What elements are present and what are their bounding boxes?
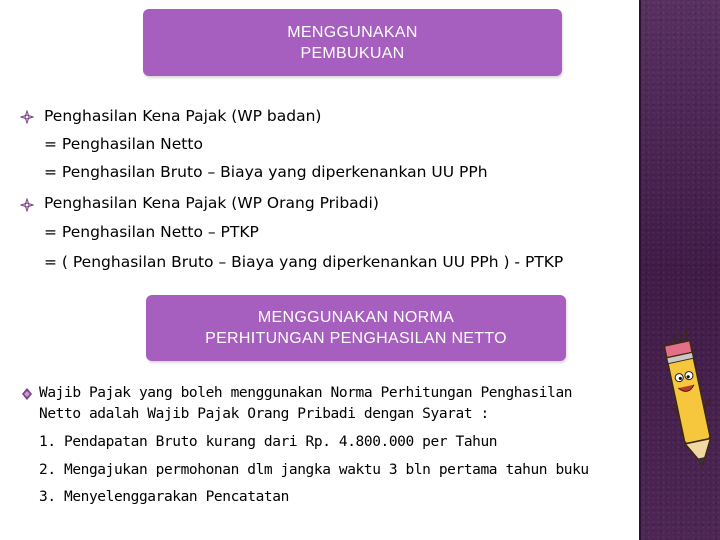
title-line-2: PERHITUNGAN PENGHASILAN NETTO (205, 330, 507, 347)
section1-line-6: = ( Penghasilan Bruto – Biaya yang diperkenankan UU PPh ) - PTKP (44, 253, 564, 271)
section2-bullet-line-1: Wajib Pajak yang boleh menggunakan Norma Perhitungan Penghasilan (39, 385, 573, 401)
section1-line-1: Penghasilan Kena Pajak (WP badan) (44, 107, 322, 125)
section1-line-3: = Penghasilan Bruto – Biaya yang diperkenankan UU PPh (44, 163, 488, 181)
requirement-item-1: 1. Pendapatan Bruto kurang dari Rp. 4.800.000 per Tahun (39, 434, 498, 450)
title-line-2: PEMBUKUAN (300, 44, 405, 62)
diamond-bullet-icon (20, 387, 34, 401)
section1-line-2: = Penghasilan Netto (44, 135, 203, 153)
title-line-1: MENGGUNAKAN NORMA (257, 309, 455, 326)
section2-bullet-line-2: Netto adalah Wajib Pajak Orang Pribadi dengan Syarat : (39, 406, 489, 422)
section1-line-5: = Penghasilan Netto – PTKP (44, 223, 259, 241)
requirement-item-2: 2. Mengajukan permohonan dlm jangka waktu 3 bln pertama tahun buku (39, 462, 589, 478)
diamond-bullet-icon (20, 110, 34, 124)
requirement-item-3: 3. Menyelenggarakan Pencatatan (39, 489, 289, 505)
title-line-1: MENGGUNAKAN (287, 23, 418, 41)
pencil-mascot-icon (659, 320, 719, 470)
title-box-pembukuan (143, 9, 562, 76)
title-box-norma (146, 295, 566, 361)
diamond-bullet-icon (20, 198, 34, 212)
section1-line-4: Penghasilan Kena Pajak (WP Orang Pribadi) (44, 194, 379, 212)
decorative-sidebar (641, 0, 720, 540)
